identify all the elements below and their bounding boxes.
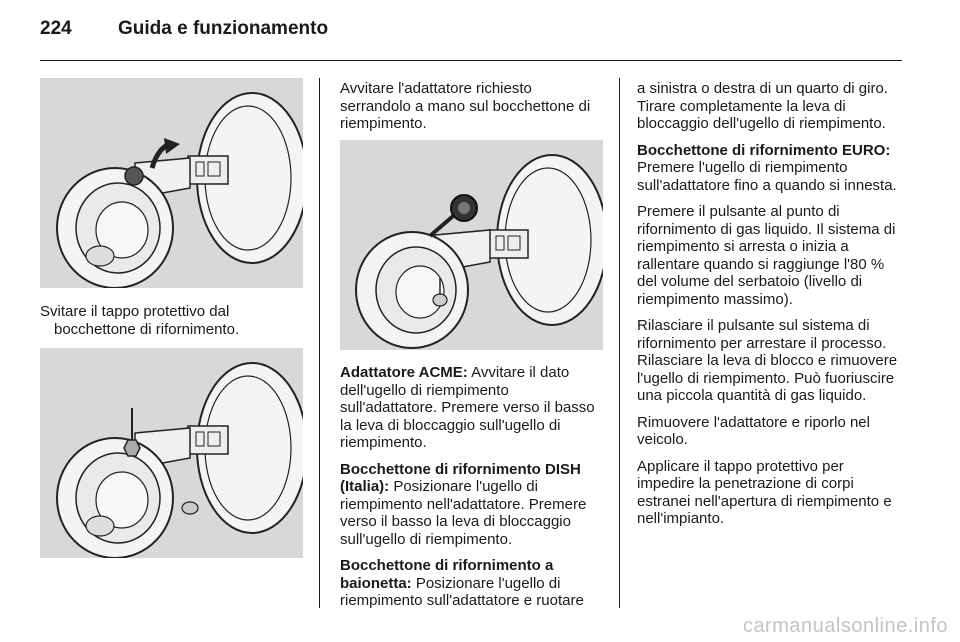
page-header — [40, 18, 328, 40]
label-euro: Bocchettone di rifornimento EURO: — [637, 141, 891, 159]
text-acme: Avvitare il dato dell'ugello di riempimento sull'adattatore. Premere verso il basso la leva di bloccaggio sull'ugello di riempimento. — [340, 364, 595, 451]
paragraph-protective-cap: Applicare il tappo protettivo per impedire la penetrazione di corpi estranei nell'apertura di riempimento e nell'impianto. — [637, 457, 892, 527]
header-rule — [40, 60, 902, 61]
column-divider-2 — [619, 78, 620, 608]
label-acme: Adattatore ACME: — [340, 364, 468, 381]
column-divider-1 — [319, 78, 320, 608]
column-2-text-top — [340, 80, 604, 142]
figure-fuel-cap-removal — [40, 78, 303, 288]
caption-text: Svitare il tappo protettivo dal bocchettone di rifornimento. — [40, 303, 240, 338]
column-3-text — [637, 80, 903, 537]
paragraph-dish — [340, 461, 604, 549]
paragraph-remove-adapter: Rimuovere l'adattatore e riporlo nel veicolo. — [637, 413, 870, 448]
figure-adapter-insert — [40, 348, 303, 558]
paragraph-bayonet — [340, 557, 604, 610]
text-euro: Premere l'ugello di riempimento sull'adattatore fino a quando si innesta. — [637, 159, 897, 194]
label-dish: Bocchettone di rifornimento DISH (Italia): — [340, 460, 581, 495]
paragraph-press-button: Premere il pulsante al punto di rifornimento di gas liquido. Il sistema di riempimento si arresta o inizia a rallentare quando si raggiunge l'80 % del volume del serbatoio (livello di riempimento massimo). — [637, 203, 896, 308]
page-number: 224 — [40, 18, 72, 39]
paragraph-acme — [340, 364, 604, 452]
paragraph-euro — [637, 142, 903, 195]
figure-adapter-acme — [340, 140, 603, 350]
page-title: Guida e funzionamento — [118, 18, 329, 39]
column-2-text-bottom — [340, 364, 604, 619]
label-bayonet: Bocchettone di rifornimento a baionetta: — [340, 557, 554, 592]
text-dish: Posizionare l'ugello di riempimento nell'adattatore. Premere verso il basso la leva di bloccaggio sull'ugello di riempimento. — [340, 478, 587, 548]
intro-paragraph: Avvitare l'adattatore richiesto serrandolo a mano sul bocchettone di riempimento. — [340, 80, 591, 132]
paragraph-release-button: Rilasciare il pulsante sul sistema di rifornimento per arrestare il processo. Rilasciare la leva di blocco e rimuovere l'ugello di riempimento. Può fuoriuscire una piccola quantità di gas liquido. — [637, 317, 898, 404]
watermark: carmanualsonline.info — [742, 615, 948, 637]
text-bayonet: Posizionare l'ugello di riempimento sull'adattatore e ruotare — [340, 574, 584, 609]
paragraph-quarter-turn: a sinistra o destra di un quarto di giro. Tirare completamente la leva di bloccaggio dell'ugello di riempimento. — [637, 80, 888, 132]
figure-caption — [40, 303, 306, 347]
